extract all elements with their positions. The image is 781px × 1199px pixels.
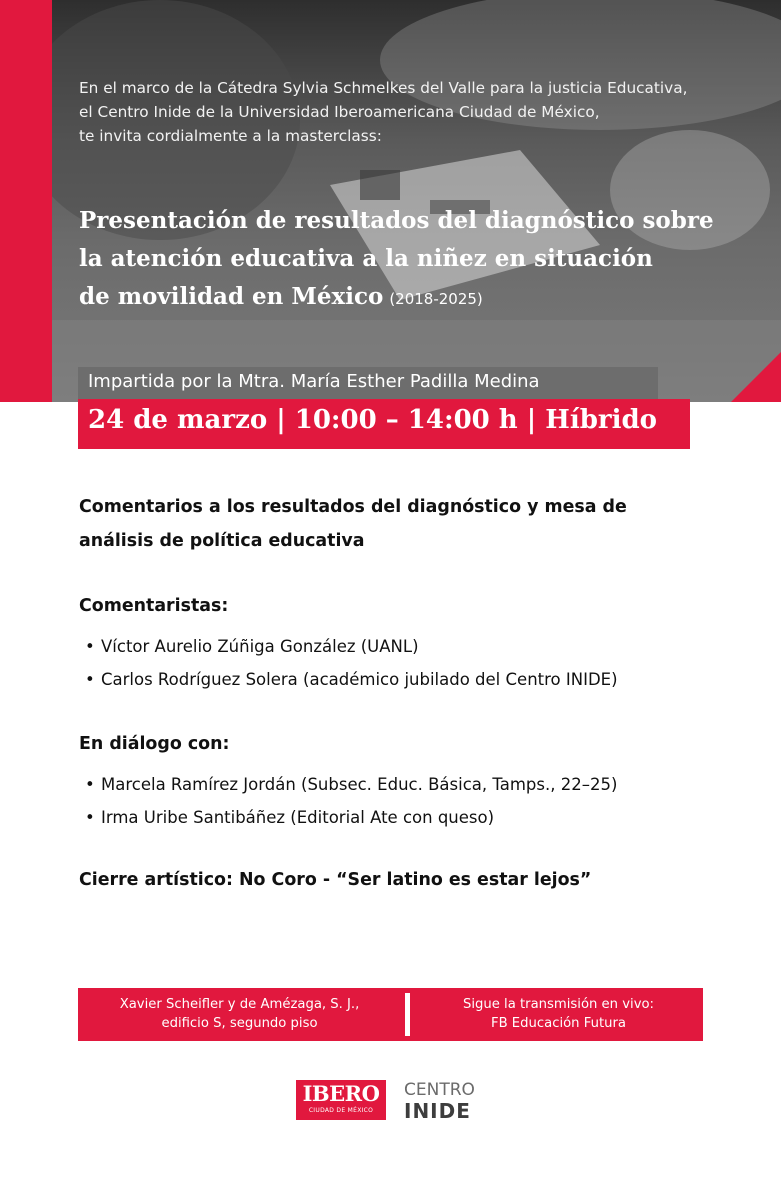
- dialogue-heading: En diálogo con:: [79, 734, 230, 754]
- event-date-time-mode: 24 de marzo | 10:00 – 14:00 h | Híbrido: [88, 405, 657, 435]
- title-line-1: Presentación de resultados del diagnóstico sobre: [79, 207, 714, 234]
- hero-photo: [0, 0, 781, 402]
- bullet: •: [85, 670, 95, 689]
- intro-line-3: te invita cordialmente a la masterclass:: [79, 127, 382, 145]
- title-line-2: la atención educativa a la niñez en situación: [79, 245, 653, 272]
- location-info: [78, 995, 401, 1033]
- event-title: [79, 202, 769, 318]
- inide-logo-top: CENTRO: [404, 1080, 475, 1100]
- red-corner-triangle: [731, 352, 781, 402]
- ibero-logo: [296, 1080, 386, 1120]
- title-line-3-wrap: [79, 278, 769, 318]
- commentators-list: [79, 630, 729, 696]
- ibero-logo-text: IBERO: [302, 1081, 380, 1106]
- stream-line-1: Sigue la transmisión en vivo:: [462, 997, 655, 1012]
- date-bar: [78, 399, 690, 449]
- commentator-name: Víctor Aurelio Zúñiga González (UANL): [101, 637, 419, 656]
- bullet: •: [85, 637, 95, 656]
- location-line-1: Xavier Scheifler y de Amézaga, S. J.,: [119, 997, 360, 1012]
- list-item: [79, 801, 729, 834]
- list-item: [79, 768, 729, 801]
- bullet: •: [85, 808, 95, 827]
- location-line-2: edificio S, segundo piso: [161, 1016, 318, 1031]
- speaker-bar: [78, 367, 658, 400]
- centro-inide-logo: [404, 1080, 504, 1122]
- ibero-logo-subtext: CIUDAD DE MÉXICO: [308, 1107, 374, 1114]
- lead-line-1: Comentarios a los resultados del diagnóstico y mesa de: [79, 497, 627, 517]
- commentator-name: Carlos Rodríguez Solera (académico jubilado del Centro INIDE): [101, 670, 618, 689]
- dialogue-list: [79, 768, 729, 834]
- lead-text: [79, 490, 729, 558]
- intro-line-1: En el marco de la Cátedra Sylvia Schmelkes del Valle para la justicia Educativa,: [79, 79, 688, 97]
- list-item: [79, 663, 729, 696]
- lead-line-2: análisis de política educativa: [79, 531, 365, 551]
- intro-line-2: el Centro Inide de la Universidad Iberoamericana Ciudad de México,: [79, 103, 600, 121]
- program-content: [79, 490, 729, 890]
- title-years: (2018-2025): [389, 290, 483, 308]
- stream-line-2: FB Educación Futura: [490, 1016, 626, 1031]
- bullet: •: [85, 775, 95, 794]
- dialogue-participant: Marcela Ramírez Jordán (Subsec. Educ. Básica, Tamps., 22–25): [101, 775, 618, 794]
- red-side-band: [0, 0, 52, 402]
- footer-divider: [405, 993, 410, 1036]
- commentators-heading: Comentaristas:: [79, 596, 229, 616]
- footer-info-bar: [78, 988, 703, 1041]
- inide-logo-bottom: INIDE: [404, 1099, 471, 1123]
- stream-info: [414, 995, 703, 1033]
- artistic-closing: Cierre artístico: No Coro - “Ser latino es estar lejos”: [79, 870, 592, 890]
- dialogue-participant: Irma Uribe Santibáñez (Editorial Ate con queso): [101, 808, 495, 827]
- intro-text: [79, 76, 759, 148]
- speaker-text: Impartida por la Mtra. María Esther Padilla Medina: [88, 371, 540, 392]
- title-line-3: de movilidad en México: [79, 283, 384, 310]
- list-item: [79, 630, 729, 663]
- hero-photo-image: [0, 0, 781, 402]
